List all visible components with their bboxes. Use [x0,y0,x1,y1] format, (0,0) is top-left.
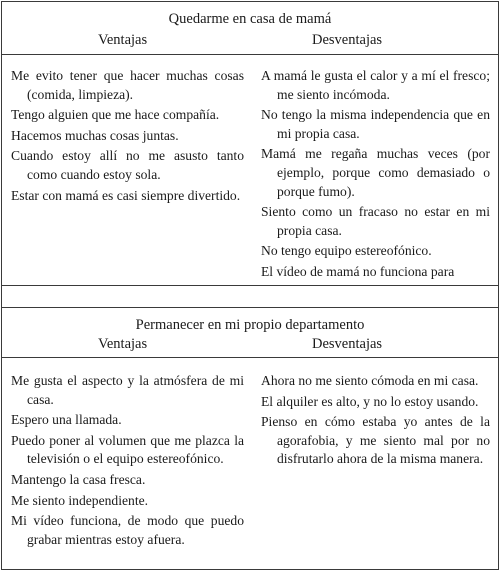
header-divider [2,357,498,358]
list-item: El vídeo de mamá no funciona para [261,263,455,279]
list-item: Mamá me regaña muchas veces (por ejemplo, porque como demasiado o porque fumo). [261,146,490,199]
ventajas-header: Ventajas [98,32,148,48]
list-item: Espero una llamada. [11,412,122,428]
desventajas-list [261,372,490,469]
list-item: Tengo alguien que me hace compañía. [11,107,220,123]
section-divider [2,285,498,286]
section-title: Quedarme en casa de mamá [168,11,332,27]
section-title: Permanecer en mi propio departamento [135,317,365,333]
list-item: Me evito tener que hacer muchas cosas (comida, limpieza). [11,68,244,102]
ventajas-list [11,67,244,205]
ventajas-header: Ventajas [98,336,148,352]
desventajas-list [261,67,490,282]
list-item: No tengo equipo estereofónico. [261,243,432,259]
list-item: Hacemos muchas cosas juntas. [11,127,179,143]
section-divider [2,307,498,308]
ventajas-list [11,372,244,549]
list-item: Me gusta el aspecto y la atmósfera de mi casa. [11,373,244,407]
list-item: Estar con mamá es casi siempre divertido. [11,187,241,203]
list-item: Ahora no me siento cómoda en mi casa. [261,373,479,388]
list-item: Siento como un fracaso no estar en mi propia casa. [261,204,490,238]
section-permanecer-en-departamento [2,310,498,569]
list-item: Pienso en cómo estaba yo antes de la agorafobia, y me siento mal por no disfrutarlo ahora de la misma manera. [261,414,490,467]
list-item: Me siento independiente. [11,492,149,508]
list-item: Puedo poner al volumen que me plazca la televisión o el equipo estereofónico. [11,432,244,467]
list-item: No tengo la misma independencia que en mi propia casa. [261,107,490,141]
list-item: Mi vídeo funciona, de modo que puedo grabar mientras estoy afuera. [11,513,244,547]
header-divider [2,54,498,55]
table-frame [1,1,499,570]
list-item: A mamá le gusta el calor y a mí el fresco; me siento incómoda. [261,68,490,102]
desventajas-header: Desventajas [312,336,383,352]
section-quedarme-en-casa [2,2,498,285]
list-item: Mantengo la casa fresca. [11,471,146,487]
desventajas-header: Desventajas [312,32,383,48]
list-item: El alquiler es alto, y no lo estoy usando. [261,393,479,409]
list-item: Cuando estoy allí no me asusto tanto como cuando estoy sola. [11,148,244,182]
